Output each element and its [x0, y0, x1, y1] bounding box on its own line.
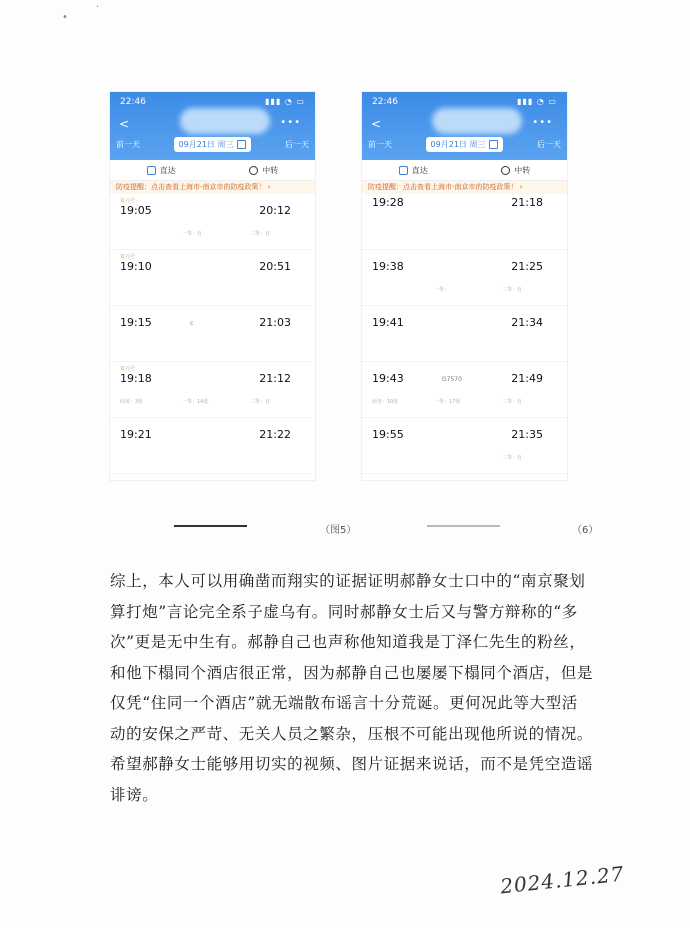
tab-transfer-label: 中转 [514, 165, 531, 175]
train-row[interactable] [362, 306, 567, 362]
seat-first: 一等： [434, 287, 450, 293]
departure-time: 19:55 [372, 428, 404, 441]
status-icons: ▮▮▮ ◔ ▭ [517, 97, 557, 106]
date-nav [368, 137, 561, 152]
status-icons: ▮▮▮ ◔ ▭ [265, 97, 305, 106]
tab-direct[interactable] [147, 165, 176, 176]
transfer-icon [249, 166, 258, 175]
train-row[interactable] [362, 362, 567, 418]
prev-day-button[interactable]: 前一天 [368, 140, 392, 149]
paragraph-line: 和他下榻同个酒店很正常，因为郝静自己也屡屡下榻同个酒店，但是 [110, 663, 594, 682]
next-day-button[interactable]: 后一天 [537, 140, 561, 149]
redacted-route [432, 108, 522, 134]
paragraph-line: 次”更是无中生有。郝静自己也声称他知道我是丁泽仁先生的粉丝， [110, 633, 586, 651]
train-row[interactable] [362, 250, 567, 306]
figure-caption-5: （图5） [320, 525, 357, 536]
seat-second: 二等：有 [502, 455, 523, 461]
arrival-time: 21:12 [259, 372, 291, 385]
home-indicator-right [427, 525, 500, 527]
train-list [362, 194, 567, 474]
train-list-screenshot-left [110, 92, 315, 480]
epidemic-notice[interactable]: 防疫提醒：点击查看上海市-南京市的防疫政策！ › [362, 181, 567, 194]
arrival-time: 21:03 [259, 316, 291, 329]
paragraph-line: 算打炮”言论完全系子虚乌有。同时郝静女士后又与警方辩称的“多 [110, 602, 578, 621]
app-header [110, 92, 315, 160]
arrival-time: 21:35 [511, 428, 543, 441]
figure-caption-6: （6） [572, 525, 599, 536]
back-arrow-icon[interactable]: < [371, 117, 382, 131]
scan-dot: • [62, 12, 68, 23]
seat-first: 一等：有 [182, 231, 203, 237]
more-icon[interactable]: ••• [280, 117, 301, 128]
statement-paragraph [110, 566, 600, 810]
seat-first: 一等：17张 [434, 399, 461, 405]
redacted-route [180, 108, 270, 134]
arrival-time: 20:12 [259, 204, 291, 217]
departure-time: 19:28 [372, 196, 404, 209]
train-tag: 复兴号 [120, 198, 136, 204]
paragraph-line: 希望郝静女士能够用切实的视频、图片证据来说话，而不是凭空造谣 [110, 755, 594, 773]
train-row[interactable] [110, 194, 315, 250]
next-day-button[interactable]: 后一天 [285, 140, 309, 149]
tab-transfer[interactable] [249, 165, 278, 176]
train-tag: 复兴号 [120, 366, 136, 372]
date-label: 09月21日 周三 [178, 140, 234, 149]
seat-second: 二等：有 [250, 231, 271, 237]
tab-direct[interactable] [399, 165, 428, 176]
paragraph-line: 综上，本人可以用确凿而翔实的证据证明郝静女士口中的“南京聚划 [110, 572, 586, 590]
date-selector[interactable] [426, 137, 504, 152]
seat-second: 二等：有 [502, 399, 523, 405]
arrival-time: 21:25 [511, 260, 543, 273]
calendar-icon [237, 140, 246, 149]
train-list [110, 194, 315, 474]
train-row[interactable] [110, 250, 315, 306]
arrival-time: 21:22 [259, 428, 291, 441]
seat-business: 商务：10张 [372, 399, 399, 405]
status-time: 22:46 [372, 97, 398, 107]
train-icon [147, 166, 156, 175]
departure-time: 19:21 [120, 428, 152, 441]
prev-day-button[interactable]: 前一天 [116, 140, 140, 149]
paragraph-line: 诽谤。 [110, 785, 159, 804]
train-row[interactable] [362, 194, 567, 250]
date-selector[interactable] [174, 137, 252, 152]
epidemic-notice[interactable]: 防疫提醒：点击查看上海市-南京市的防疫政策！ › [110, 181, 315, 194]
arrival-time: 21:49 [511, 372, 543, 385]
departure-time: 19:15 [120, 316, 152, 329]
train-row[interactable] [110, 362, 315, 418]
transfer-icon [501, 166, 510, 175]
route-tabs [362, 160, 567, 181]
arrival-time: 21:18 [511, 196, 543, 209]
calendar-icon [489, 140, 498, 149]
seat-second: 二等：有 [502, 287, 523, 293]
seat-second: 二等：有 [250, 399, 271, 405]
train-number: c [190, 320, 194, 327]
departure-time: 19:38 [372, 260, 404, 273]
scan-dot: · [96, 2, 100, 13]
arrival-time: 21:34 [511, 316, 543, 329]
home-indicator-left [174, 525, 247, 527]
paragraph-line: 仅凭“住同一个酒店”就无端散布谣言十分荒诞。更何况此等大型活 [110, 694, 578, 712]
route-tabs [110, 160, 315, 181]
train-row[interactable] [362, 418, 567, 474]
train-row[interactable] [110, 418, 315, 474]
tab-transfer[interactable] [501, 165, 530, 176]
arrival-time: 20:51 [259, 260, 291, 273]
status-time: 22:46 [120, 97, 146, 107]
departure-time: 19:43 [372, 372, 404, 385]
tab-direct-label: 直达 [159, 165, 176, 175]
date-nav [116, 137, 309, 152]
train-number: G7570 [442, 376, 462, 383]
handwritten-date: 2024.12.27 [499, 861, 626, 899]
train-icon [399, 166, 408, 175]
train-tag: 复兴号 [120, 254, 136, 260]
paragraph-line: 动的安保之严苛、无关人员之繁杂，压根不可能出现他所说的情况。 [110, 724, 594, 743]
departure-time: 19:10 [120, 260, 152, 273]
back-arrow-icon[interactable]: < [119, 117, 130, 131]
date-label: 09月21日 周三 [430, 140, 486, 149]
more-icon[interactable]: ••• [532, 117, 553, 128]
train-row[interactable] [110, 306, 315, 362]
seat-first: 一等：14张 [182, 399, 209, 405]
train-list-screenshot-right [362, 92, 567, 480]
departure-time: 19:05 [120, 204, 152, 217]
tab-direct-label: 直达 [411, 165, 428, 175]
seat-business: 商务：3张 [120, 399, 144, 405]
app-header [362, 92, 567, 160]
departure-time: 19:18 [120, 372, 152, 385]
tab-transfer-label: 中转 [262, 165, 279, 175]
departure-time: 19:41 [372, 316, 404, 329]
